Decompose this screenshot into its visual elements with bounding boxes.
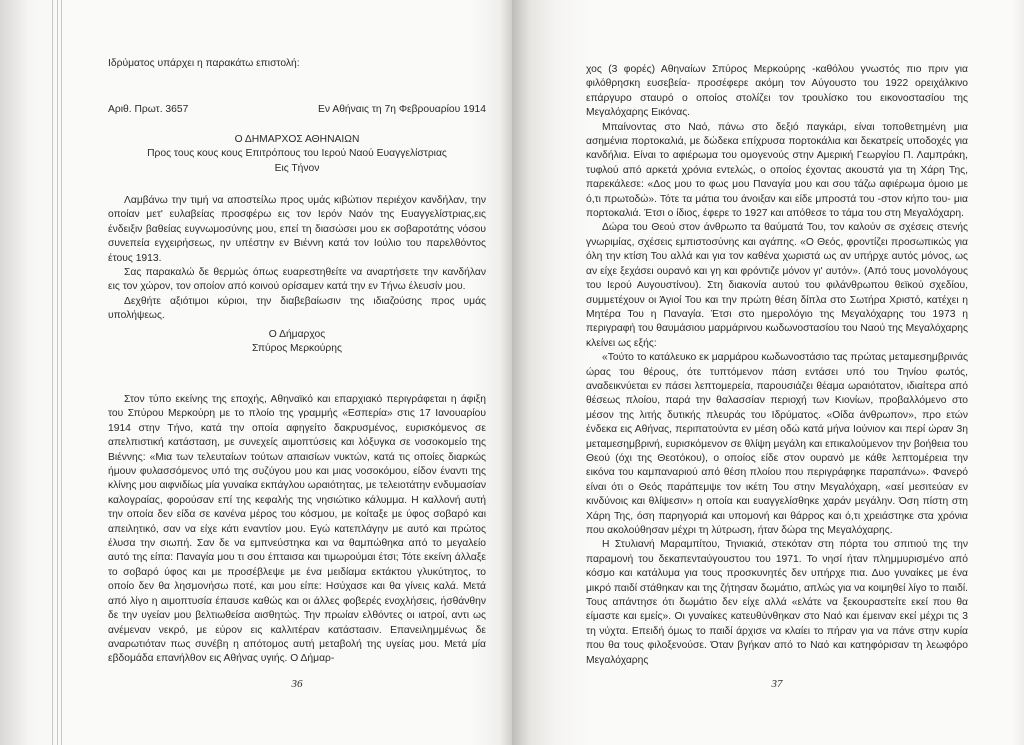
paragraph: Στον τύπο εκείνης της εποχής, Αθηναϊκό και επαρχιακό περιγράφεται η άφιξη του Σπύρου Μερκούρη με το πλοίο της γραμμής «Εσπερία» στις 17 Ιανουαρίου 1914 στην Τήνο, κατά την οποία αφηγείτο δακρυσμένος, ευρισκόμενος σε απελπιστική κατάσταση, με συνεχείς αιμοπτύσεις και λόξυγκα σε νοσοκομείο της Βιέννης: «Μια των τελευταίων τούτων απαισίων νυκτών, κατά τις οποίες διαρκώς ήμουν φυλασσόμενος υπό της συζύγου μου και μιας νοσοκόμου, είδον έναντι της κλίνης μου αιφνιδίως μία γυναίκα εκπάγλου ωραιότητας, με τελειοτάτην ενδυμασίαν καλογραίας, φορούσαν επί της κεφαλής της νησιώτικο κάλυμμα. Η καλλονή αυτή την οποία δεν είδα σε κανένα μέρος του κόσμου, με κοίταξε με ύφος σοβαρό και απειλητικό, σαν να είχε κάτι εναντίον μου. Εγώ κατεπλάγην με αυτό και πρώτος έλυσα την σιωπή. Σαν δε να εμπνεύστηκα και να θαμπώθηκα από το μεγαλείο αυτό της είπα: Παναγία μου τι σου έπταισα και τιμωρούμαι έτσι; Τότε εκείνη άλλαξε το σοβαρό ύφος και με προσέβλεψε με ένα μειδίαμα εκτάκτου γλυκύτητος, το οποίο δεν θα λησμονήσω ποτέ, και μου είπε: Ησύχασε και θα γίνεις καλά. Μετά από λίγο η αιμοπτυσία έπαυσε καθώς και οι άλλες φοβερές ενοχλήσεις, ήσθάνθην δε την υγείαν μου βελτιωθείσα αισθητώς. Την πρωίαν ελθόντες οι ιατροί, αντι ως ανέμεναν νεκρό, με εύρον εις καλλιτέραν κατάστασιν. Επανειλημμένως δε αναρωτιόταν πως συνέβη η απότομος αυτή μεταβολή της υγείας μου. Μετά μία εβδομάδα επανήλθον εις Αθήνας υγιής. Ο Δήμαρ- (108, 394, 486, 665)
letter-body (108, 194, 486, 356)
paragraph: Λαμβάνω την τιμή να αποστείλω προς υμάς κιβώτιον περιέχον κανδήλαν, την οποίαν μετ' ευλαβείας προσφέρω εις τον Ιερόν Ναόν της Ευαγγελίστριας,εις ένδειξιν βαθείας ευγνωμοσύνης μου, επεί τη διασώσει μου εκ σοβαροτάτης νόσου συνεπεία εγχειρήσεως, ην υπέστην εν Βιέννη κατά τον Ιούλιο του παρελθόντος έτους 1913. (108, 195, 486, 264)
signature-title: Ο Δήμαρχος (268, 328, 326, 340)
page-number: 36 (291, 678, 303, 690)
paragraph: Μπαίνοντας στο Ναό, πάνω στο δεξιό παγκάρι, είναι τοποθετημένη μια ασημένια πορτοκαλιά, με δώδεκα επίχρυσα πορτοκάλια και δεκατρείς υποδοχές για κανδήλια. Είναι το αφιέρωμα του ομογενούς στην Αμερική Γεωργίου Π. Λαμπράκη, τυφλού από αρκετά χρόνια εντελώς, ο οποίος έχοντας ακουστά για τη Χάρη Της, παρεκάλεσε: «Δος μου το φως μου Παναγία μου και σου τάζω αφιέρωμα όμοιο με ό,τι πρωτοδώ». Τότε τα μάτια του άνοιξαν και είδε μπροστά του -στον κήπο του- μια πορτοκαλιά. Έτσι ο ίδιος, έφερε το 1927 και απόθεσε το τάμα του στη Μεγαλόχαρη. (586, 121, 968, 220)
right-page (512, 0, 1024, 745)
signature-name: Σπύρος Μερκούρης (252, 343, 342, 355)
left-intro (108, 57, 486, 71)
reference-number: Αριθ. Πρωτ. 3657 (108, 104, 189, 115)
letter-header-row (108, 103, 486, 117)
place-date: Εν Αθήναις τη 7η Φεβρουαρίου 1914 (318, 104, 486, 115)
paragraph: Δεχθήτε αξιότιμοι κύριοι, την διαβεβαίωσιν της ιδιαζούσης προς υμάς υπολήψεως. (108, 295, 486, 322)
letter-from: Ο ΔΗΜΑΡΧΟΣ ΑΘΗΝΑΙΩΝ (234, 134, 360, 145)
paragraph: Η Στυλιανή Μαραμπίτου, Τηνιακιά, στεκόταν στη πόρτα του σπιτιού της την παραμονή του δεκαπενταύγουστου του 1971. Το νησί ήταν πλημμυρισμένο από κόσμο και κατάλυμα για τους προσκυνητές δεν υπήρχε πια. Δυο γυναίκες με ένα μικρό παιδί στάθηκαν και της ζήτησαν δωμάτιο, απλώς για να κοιμηθεί λίγο το παιδί. Τους απάντησε ότι δωμάτιο δεν είχε αλλά «ελάτε να ξεκουραστείτε εκεί που θα είμαστε και εμείς». Οι γυναίκες κατευθύνθηκαν στο Ναό και έμειναν εκεί μέχρι τις 3 τη νύχτα. Επειδή όμως το παιδί άρχισε να κλαίει το πήραν για να πάνε στην κυρία που θα τους φιλοξενούσε. Όταν βγήκαν από το Ναό και κατηφόρισαν τη λεωφόρο Μεγαλόχαρης (586, 539, 968, 666)
page-edge-line (61, 0, 62, 745)
letter-address (108, 133, 486, 176)
letter-block (108, 103, 486, 117)
letter-to: Προς τους κους κους Επιτρόπους του Ιερού Ναού Ευαγγελίστριας (147, 148, 447, 160)
paragraph: χος (3 φορές) Αθηναίων Σπύρος Μερκούρης -καθόλου γνωστός πιο πριν για φιλόθρησκη ευσεβεία- προσέφερε ακόμη τον Αύγουστο του 1922 ορειχάλκινο επάργυρο σταυρό ο οποίος στολίζει τον τρουλίσκο του εικονοστασίου της Μεγαλόχαρης Εικόνας. (586, 64, 968, 119)
page-number: 37 (771, 678, 783, 690)
right-body (586, 63, 968, 668)
letter-place: Εις Τήνον (274, 162, 320, 174)
paragraph: Δώρα του Θεού στον άνθρωπο τα θαύματά Του, τον καλούν σε σχέσεις στενής γνωριμίας, σχέσεις εμπιστοσύνης και αγάπης. «Ο Θεός, φροντίζει προσωπικώς για όλη την κτίση Του αλλά και για τον καθένα χωριστά ως αν υπήρχε αυτός μόνος, ως αν είχε ξεχάσει ουρανό και γη και φρόντιζε μόνον γι' αυτόν». (Από τους μονολόγους του Ιερού Αυγουστίνου). Στη διακονία αυτού του φιλάνθρωπου θεϊκού σχεδίου, συμμετέχουν οι Άγιοί Του και την πρώτη θέση δίπλα στο Σωτήρα Χριστό, κατέχει η Μητέρα Του η Παναγία. Έτσι στο ημερολόγιο της Μεγαλόχαρης του 1973 η περιγραφή του θαυμάσιου μαρμάρινου κωδωνοστασίου του Ναού της Μεγαλόχαρης κλείνει ως εξής: (586, 222, 968, 349)
page-edge-line (57, 0, 58, 745)
page-edge-line (52, 0, 53, 745)
paragraph: Σας παρακαλώ δε θερμώς όπως ευαρεστηθείτε να αναρτήσετε την κανδήλαν εις τον χώρον, τον οποίον από κοινού ορίσαμεν κατά την εν Τήνω έλευσίν μου. (108, 267, 486, 293)
intro-line: Ιδρύματος υπάρχει η παρακάτω επιστολή: (108, 58, 300, 69)
narrative-block (108, 393, 486, 667)
paragraph: «Τούτο το κατάλευκο εκ μαρμάρου κωδωνοστάσιο τας πρώτας μεταμεσημβρινάς ώρας του θέρους, ότε τυπτόμενον πάση εντάσει υπό του Τηνίου φωτός, αναδεικνύεται εν πάσει λεπτομερεία, παρουσιάζει θέαμα ωραιότατον, ιδιαίτερα από θέσεως πλοίου, παρά την θαλασσίαν περιοχή των Κιονίων, προβαλλόμενο στο μέσον της λιτής δυτικής πλευράς του Ιδρύματος. «Οίδα άνθρωπον», προ ετών ένδεκα εις Αθήνας, περιπατούντα εν μέση οδώ κατά μήνα Ιούνιον και περί ώραν 3η μεταμεσημβρινή, ευρισκόμενον σε θλίψη μεγάλη και επικαλούμενον την βοήθεια του Θεού (όχι της Θεοτόκου), ο οποίος είδε στον ουρανό με κάθε λεπτομέρεια την εικόνα του καμπαναριού από θέση πλοίου που περιγράφηκε παραπάνω». Φανερό είναι ότι ο Θεός παράπεμψε τον ικέτη Του στην Μεγαλόχαρη, «αεί μεσιτεύαν εν κινδύνοις και θλίψεσιν» η οποία και ευαγγελίσθηκε χαράν μεγάλην. Όση πίστη στη Χάρη Της, όση παρηγοριά και υπομονή και θάρρος και ό,τι χρειάστηκε στα χρόνια που ακολούθησαν μέχρι τη λύτρωση, ήταν δώρα της Μεγαλόχαρης. (586, 352, 968, 536)
